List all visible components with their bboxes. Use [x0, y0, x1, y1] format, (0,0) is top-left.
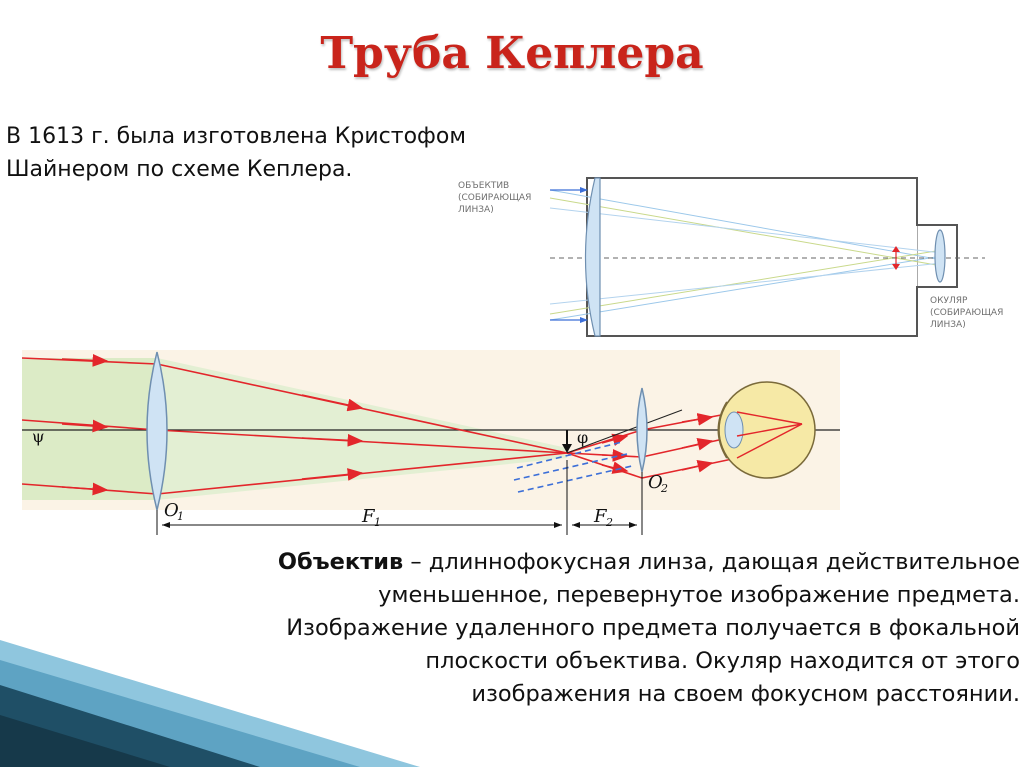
eye-icon — [719, 382, 816, 478]
svg-text:2: 2 — [606, 516, 613, 529]
tube-body — [587, 178, 917, 336]
svg-text:F: F — [362, 506, 375, 527]
svg-text:O: O — [164, 500, 179, 521]
tube-eyepiece-lens — [935, 230, 945, 282]
svg-text:ЛИНЗА): ЛИНЗА) — [930, 320, 966, 330]
objective-term: Объектив — [277, 549, 404, 575]
psi-label: ψ — [32, 427, 45, 446]
svg-text:1: 1 — [374, 516, 381, 529]
phi-label: φ — [577, 428, 589, 447]
svg-text:F: F — [594, 506, 607, 527]
svg-text:(СОБИРАЮЩАЯ: (СОБИРАЮЩАЯ — [458, 193, 532, 203]
description-line-4: плоскости объектива. Окуляр находится от этого — [425, 648, 1020, 674]
svg-text:ОБЪЕКТИВ: ОБЪЕКТИВ — [458, 181, 510, 191]
description-line-3: Изображение удаленного предмета получается в фокальной — [286, 615, 1020, 641]
eyepiece-label — [930, 296, 1003, 330]
description-line-1: Объектив – длиннофокусная линза, дающая действительное — [277, 549, 1020, 575]
svg-text:ОКУЛЯР: ОКУЛЯР — [930, 296, 968, 306]
telescope-tube-diagram — [450, 168, 1024, 348]
svg-text:(СОБИРАЮЩАЯ: (СОБИРАЮЩАЯ — [930, 308, 1004, 318]
description-text — [140, 546, 1020, 711]
intro-text: В 1613 г. была изготовлена Кристофом Шайнером по схеме Кеплера. — [6, 124, 466, 182]
svg-text:2: 2 — [661, 482, 668, 495]
svg-text:O: O — [648, 472, 663, 493]
description-line-5: изображения на своем фокусном расстоянии. — [471, 681, 1020, 707]
svg-text:1: 1 — [177, 510, 184, 523]
slide-title: Труба Кеплера — [320, 28, 704, 79]
kepler-ray-diagram — [22, 350, 840, 540]
svg-text:ЛИНЗА): ЛИНЗА) — [458, 205, 494, 215]
description-line-2: уменьшенное, перевернутое изображение предмета. — [378, 582, 1020, 608]
objective-label — [458, 181, 531, 215]
